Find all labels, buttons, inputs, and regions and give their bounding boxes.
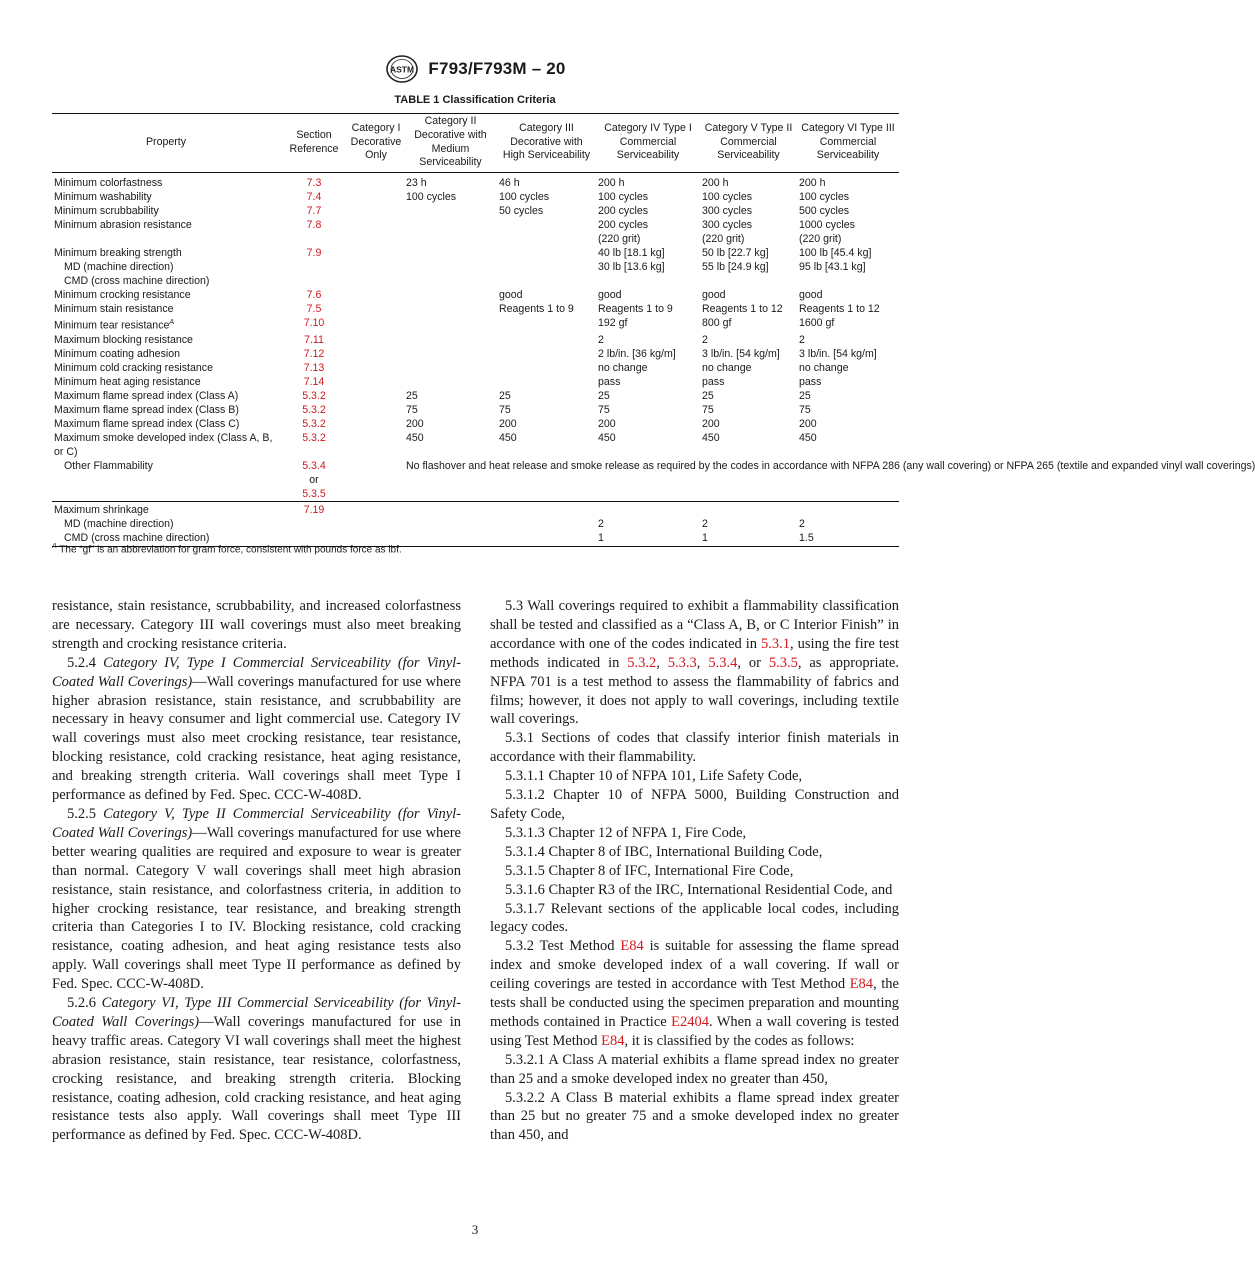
cell-c3	[497, 375, 596, 389]
cell-property: Minimum coating adhesion	[54, 347, 181, 360]
cell-c1	[348, 431, 404, 459]
cell-section-reference	[280, 232, 348, 246]
section-number: 5.2.4	[67, 654, 96, 671]
cell-c5: 200 h	[702, 177, 729, 190]
paragraph-5-3-1-2: 5.3.1.2 Chapter 10 of NFPA 5000, Building Construction and Safety Code,	[490, 787, 899, 822]
link-e84[interactable]: E84	[620, 938, 644, 955]
link-5-3-5[interactable]: 5.3.5	[768, 654, 798, 671]
cell-section-reference[interactable]: 7.10	[303, 317, 325, 330]
paragraph-5-3-1-7: 5.3.1.7 Relevant sections of the applicable local codes, including legacy codes.	[490, 900, 899, 936]
cell-c3	[497, 347, 596, 361]
cell-c3	[497, 361, 596, 375]
property-label: Minimum tear resistance	[54, 319, 170, 332]
cell-c1	[348, 204, 404, 218]
cell-c6: 450	[799, 431, 817, 444]
cell-property: Minimum abrasion resistance	[54, 219, 192, 232]
cell-c6: 500 cycles	[799, 205, 850, 218]
paragraph-5-2-4	[52, 654, 461, 805]
cell-c4	[596, 274, 700, 288]
cell-c5: 25	[702, 389, 714, 402]
cell-c6: 200	[799, 417, 817, 430]
footnote-reference: A	[169, 319, 175, 327]
cell-c1	[348, 403, 404, 417]
cell-c4: (220 grit)	[598, 233, 641, 246]
cell-property: Minimum heat aging resistance	[54, 375, 201, 388]
reference-separator: or	[309, 473, 319, 486]
cell-c4: 2	[598, 517, 604, 530]
cell-section-reference[interactable]: 7.5	[306, 303, 322, 316]
document-id: F793/F793M – 20	[428, 59, 566, 78]
cell-c3: 100 cycles	[499, 191, 550, 204]
cell-c2	[404, 333, 497, 347]
text-run: , the tests shall be conducted using the specimen preparation and mounting methods contained in Practice	[490, 976, 899, 1030]
cell-c3: 200	[499, 417, 517, 430]
cell-section-reference	[280, 274, 348, 288]
cell-property: MD (machine direction)	[64, 517, 174, 530]
cell-c2: 25	[406, 389, 418, 402]
paragraph-5-3-2-1: 5.3.2.1 A Class A material exhibits a flame spread index no greater than 25 and a smoke developed index no greater than 450,	[490, 1051, 899, 1087]
cell-c2: 75	[406, 403, 418, 416]
paragraph-5-3-1-4: 5.3.1.4 Chapter 8 of IBC, International Building Code,	[505, 843, 823, 860]
table-row	[52, 389, 899, 403]
table-row	[52, 431, 899, 459]
text-run: , using the fire test methods indicated in	[490, 635, 899, 671]
cell-section-reference[interactable]: 7.8	[306, 219, 322, 232]
cell-c6: 95 lb [43.1 kg]	[799, 261, 866, 274]
cell-c1	[348, 361, 404, 375]
text-run: 5.3.2 Test Method	[505, 938, 621, 955]
cell-property: CMD (cross machine direction)	[64, 275, 210, 288]
astm-logo-text: ASTM	[390, 64, 415, 75]
cell-c2	[404, 246, 497, 260]
cell-c4: 100 cycles	[598, 191, 649, 204]
cell-empty	[348, 501, 404, 517]
cell-c4: 30 lb [13.6 kg]	[598, 261, 665, 274]
table-row	[52, 190, 899, 204]
cell-c2: 100 cycles	[406, 191, 457, 204]
cell-c6: 1600 gf	[799, 317, 835, 330]
cell-c6: 100 cycles	[799, 191, 850, 204]
text-run: . When a wall covering is tested using Test Method	[490, 1013, 899, 1049]
cell-c5: pass	[702, 375, 725, 388]
cell-c6: 1.5	[799, 531, 814, 544]
table-row	[52, 347, 899, 361]
cell-c4: 200 cycles	[598, 205, 649, 218]
table-row	[52, 260, 899, 274]
cell-c2	[404, 288, 497, 302]
section-number: 5.2.5	[67, 805, 96, 822]
cell-c6: 25	[799, 389, 811, 402]
table-body-shrinkage	[52, 501, 899, 546]
cell-c3: 450	[499, 431, 517, 444]
cell-c3	[497, 333, 596, 347]
table-row	[52, 204, 899, 218]
cell-section-reference[interactable]	[280, 459, 348, 502]
cell-property: Maximum flame spread index (Class A)	[54, 389, 239, 402]
cell-c5: 100 cycles	[702, 191, 753, 204]
cell-c2	[404, 232, 497, 246]
cell-c2	[404, 361, 497, 375]
cell-c1	[348, 260, 404, 274]
cell-section-reference[interactable]: 5.3.2	[302, 403, 326, 416]
cell-c4	[596, 501, 700, 517]
paragraph-5-3-1-1: 5.3.1.1 Chapter 10 of NFPA 101, Life Safety Code,	[505, 768, 803, 785]
cell-c5: 55 lb [24.9 kg]	[702, 261, 769, 274]
section-body: —Wall coverings manufactured for use where higher abrasion resistance, stain resistance, and scrubbability are necessary in heavy consumer and light commercial use. Category IV wall coverings must also meet crocking resistance, tear resistance, blocking resistance, cold cracking resistance, heat aging resistance, and breaking strength criteria. Wall coverings shall meet Type I performance as defined by Fed. Spec. CCC-W-408D.	[52, 673, 461, 804]
cell-section-reference[interactable]: 7.12	[303, 347, 325, 360]
cell-c5: 2	[702, 517, 708, 530]
cell-c4: 2 lb/in. [36 kg/m]	[598, 347, 676, 360]
cell-c1	[348, 389, 404, 403]
cell-c6	[797, 501, 899, 517]
link-5-3-2[interactable]: 5.3.2	[627, 654, 657, 671]
cell-c2	[404, 218, 497, 232]
cell-empty	[404, 517, 497, 531]
right-text-column	[490, 597, 899, 1145]
cell-c3	[497, 316, 596, 333]
table-row	[52, 403, 899, 417]
cell-c1	[348, 347, 404, 361]
cell-c1	[348, 288, 404, 302]
cell-c5: 50 lb [22.7 kg]	[702, 247, 769, 260]
paragraph-5-3-1-6: 5.3.1.6 Chapter R3 of the IRC, International Residential Code, and	[505, 881, 893, 898]
text-run: 5.3 Wall coverings required to exhibit a flammability classification shall be tested and classified as a “Class A, B, or C Interior Finish” in accordance with one of the codes indicated in	[490, 598, 899, 652]
column-header-section-reference: Section Reference	[289, 128, 339, 155]
reference-link[interactable]: 5.3.5	[302, 487, 326, 500]
cell-property: Minimum scrubbability	[54, 205, 159, 218]
cell-c5: no change	[702, 361, 752, 374]
cell-property: Maximum shrinkage	[54, 503, 149, 516]
table-row	[52, 302, 899, 316]
table-row	[52, 232, 899, 246]
cell-c5: 200	[702, 417, 720, 430]
cell-c5: 300 cycles	[702, 219, 753, 232]
cell-section-reference[interactable]: 5.3.2	[302, 417, 326, 430]
cell-c5: 2	[702, 333, 708, 346]
cell-c1	[348, 232, 404, 246]
table-row	[52, 361, 899, 375]
paragraph-5-2-6	[52, 994, 461, 1145]
cell-property: Minimum washability	[54, 191, 152, 204]
cell-section-reference[interactable]: 7.9	[306, 247, 322, 260]
table-row	[52, 316, 899, 333]
cell-c1	[348, 375, 404, 389]
cell-property: Maximum smoke developed index (Class A, B, or C)	[54, 431, 273, 458]
cell-c5	[700, 274, 797, 288]
paragraph-5-2-5	[52, 805, 461, 994]
cell-c6: no change	[799, 361, 849, 374]
cell-section-reference[interactable]: 7.11	[304, 333, 324, 346]
cell-property: Minimum cold cracking resistance	[54, 361, 213, 374]
text-run: ,	[696, 654, 709, 671]
page-number: 3	[471, 1222, 479, 1237]
cell-section-reference	[280, 517, 348, 531]
cell-c2	[404, 375, 497, 389]
cell-c1	[348, 246, 404, 260]
cell-property: Minimum crocking resistance	[54, 289, 191, 302]
cell-c1	[348, 459, 404, 502]
cell-c5	[700, 501, 797, 517]
cell-c3: good	[499, 289, 523, 302]
cell-section-reference[interactable]: 5.3.2	[302, 431, 326, 444]
text-run: ,	[656, 654, 668, 671]
cell-c4: 1	[598, 531, 604, 544]
cell-c2	[404, 274, 497, 288]
cell-c6: 200 h	[799, 177, 826, 190]
cell-c5: (220 grit)	[702, 233, 745, 246]
cell-section-reference[interactable]: 7.3	[306, 177, 322, 190]
column-header-category-4: Category IV Type I Commercial Serviceability	[604, 121, 692, 162]
table-row	[52, 333, 899, 347]
column-header-category-3: Category III Decorative with High Serviceability	[502, 121, 591, 162]
section-number: 5.2.6	[67, 995, 96, 1012]
cell-c6: 2	[799, 333, 805, 346]
cell-c2	[404, 204, 497, 218]
column-header-category-2: Category II Decorative with Medium Serviceability	[414, 115, 487, 169]
section-title: Category IV, Type I Commercial Serviceability (for Vinyl-Coated Wall Coverings)	[52, 654, 462, 690]
link-e2404[interactable]: E2404	[671, 1013, 709, 1030]
left-text-column	[52, 597, 461, 1145]
cell-property: Maximum blocking resistance	[54, 333, 193, 346]
link-e84[interactable]: E84	[601, 1032, 625, 1049]
cell-c1	[348, 274, 404, 288]
link-5-3-4[interactable]: 5.3.4	[708, 654, 738, 671]
table-row	[52, 417, 899, 431]
cell-c4: 192 gf	[598, 317, 628, 330]
table-row	[52, 274, 899, 288]
cell-c4: 200	[598, 417, 616, 430]
cell-c4: no change	[598, 361, 648, 374]
text-run: is suitable for assessing the flame spread index and smoke developed index of a wall covering. If wall or ceiling coverings are tested in accordance with Test Method	[490, 938, 899, 993]
cell-c6: pass	[799, 375, 822, 388]
cell-c2: 450	[406, 431, 424, 444]
cell-property	[52, 232, 280, 246]
table-header-row	[52, 114, 899, 173]
paragraph-5-3-1: 5.3.1 Sections of codes that classify interior finish materials in accordance with their flammability.	[490, 730, 899, 766]
cell-c2	[404, 260, 497, 274]
cell-section-reference[interactable]: 7.6	[306, 289, 322, 302]
paragraph-5-3-1-3: 5.3.1.3 Chapter 12 of NFPA 1, Fire Code,	[505, 824, 747, 841]
table-row	[52, 501, 899, 517]
cell-property: Maximum flame spread index (Class C)	[54, 417, 240, 430]
column-header-category-5: Category V Type II Commercial Serviceability	[704, 121, 793, 162]
paragraph-5-3-2-2: 5.3.2.2 A Class B material exhibits a flame spread index greater than 25 but no greater 75 and a smoke developed index no greater than 450, and	[490, 1089, 899, 1144]
table-row	[52, 246, 899, 260]
cell-empty	[497, 501, 596, 517]
table-row	[52, 375, 899, 389]
table-row	[52, 288, 899, 302]
column-header-property: Property	[145, 135, 187, 148]
paragraph-continuation: resistance, stain resistance, scrubbability, and increased colorfastness are necessary. Category III wall coverings must also meet breaking strength and crocking resistance criteria.	[52, 598, 461, 652]
paragraph-5-3	[490, 597, 899, 729]
link-e84[interactable]: E84	[849, 976, 874, 993]
cell-section-reference[interactable]: 7.14	[303, 375, 325, 388]
cell-c6: 3 lb/in. [54 kg/m]	[799, 347, 877, 360]
link-5-3-3[interactable]: 5.3.3	[667, 654, 697, 671]
cell-c4: 75	[598, 403, 610, 416]
cell-c2: 23 h	[406, 177, 427, 190]
cell-c4: pass	[598, 375, 621, 388]
cell-c2	[404, 347, 497, 361]
cell-c2: 200	[406, 417, 424, 430]
table-title: TABLE 1 Classification Criteria	[394, 94, 556, 106]
cell-section-reference[interactable]: 7.7	[306, 205, 322, 218]
cell-property: Minimum colorfastness	[54, 177, 163, 190]
cell-c6: good	[799, 289, 823, 302]
footnote-text: The “gf” is an abbreviation for gram force, consistent with pounds force as lbf.	[59, 544, 402, 556]
paragraph-5-3-1-5: 5.3.1.5 Chapter 8 of IFC, International Fire Code,	[505, 862, 794, 879]
cell-property: MD (machine direction)	[64, 261, 174, 274]
cell-c1	[348, 333, 404, 347]
cell-property: Other Flammability	[64, 459, 153, 472]
cell-c3: 50 cycles	[499, 205, 544, 218]
cell-property: CMD (cross machine direction)	[64, 531, 210, 544]
cell-c1	[348, 316, 404, 333]
cell-c2	[404, 316, 497, 333]
cell-property: Maximum flame spread index (Class B)	[54, 403, 239, 416]
cell-c2	[404, 302, 497, 316]
cell-c5: 1	[702, 531, 708, 544]
cell-c6: 75	[799, 403, 811, 416]
cell-c1	[348, 302, 404, 316]
cell-c4: 2	[598, 333, 604, 346]
cell-c5: Reagents 1 to 12	[702, 303, 783, 316]
cell-c1	[348, 190, 404, 204]
cell-c4: good	[598, 289, 622, 302]
cell-c6: 2	[799, 517, 805, 530]
cell-flammability-note: No flashover and heat release and smoke release as required by the codes in accordance with NFPA 286 (any wall covering) or NFPA 265 (textile and expanded vinyl wall coverings)	[406, 459, 1255, 472]
cell-c4: 200 cycles	[598, 219, 649, 232]
cell-empty	[497, 531, 596, 547]
cell-c5: 3 lb/in. [54 kg/m]	[702, 347, 780, 360]
table-row	[52, 517, 899, 531]
astm-logo-icon	[384, 54, 420, 84]
cell-c6	[797, 274, 899, 288]
cell-property: Minimum breaking strength	[54, 247, 182, 260]
table-row	[52, 218, 899, 232]
cell-c3: 25	[499, 389, 511, 402]
section-title: Category VI, Type III Commercial Serviceability (for Vinyl-Coated Wall Coverings)	[52, 995, 462, 1030]
cell-section-reference[interactable]: 7.4	[306, 191, 322, 204]
cell-c5: good	[702, 289, 726, 302]
cell-c5: 800 gf	[702, 317, 732, 330]
cell-property	[52, 316, 280, 333]
cell-c5: 450	[702, 431, 720, 444]
text-run: , as appropriate. NFPA 701 is a test method to assess the flammability of fabrics and films; however, it does not apply to wall coverings, including textile wall coverings.	[490, 654, 899, 728]
paragraph-5-3-2	[490, 937, 899, 1050]
cell-c4: Reagents 1 to 9	[598, 303, 673, 316]
text-run: , or	[737, 654, 769, 671]
table-footnote	[52, 543, 402, 555]
cell-section-reference	[280, 260, 348, 274]
table-row	[52, 173, 899, 191]
section-title: Category V, Type II Commercial Serviceability (for Vinyl-Coated Wall Coverings)	[52, 805, 462, 841]
cell-section-reference[interactable]: 5.3.2	[302, 389, 326, 402]
cell-c3	[497, 218, 596, 232]
table-row-other-flammability	[52, 459, 899, 502]
cell-c6: Reagents 1 to 12	[799, 303, 880, 316]
cell-empty	[404, 531, 497, 547]
cell-c4: 40 lb [18.1 kg]	[598, 247, 665, 260]
cell-c5: 300 cycles	[702, 205, 753, 218]
cell-c1	[348, 417, 404, 431]
cell-c1	[348, 218, 404, 232]
cell-c1	[348, 173, 404, 191]
cell-section-reference[interactable]: 7.19	[303, 503, 325, 516]
cell-c3: 75	[499, 403, 511, 416]
cell-empty	[404, 501, 497, 517]
document-header	[0, 52, 950, 86]
cell-c3: Reagents 1 to 9	[499, 303, 574, 316]
cell-c3	[497, 260, 596, 274]
cell-property: Minimum stain resistance	[54, 303, 174, 316]
column-header-category-6: Category VI Type III Commercial Serviceability	[801, 121, 895, 162]
cell-c3	[497, 232, 596, 246]
classification-table	[52, 113, 1255, 547]
cell-empty	[348, 517, 404, 531]
cell-empty	[497, 517, 596, 531]
cell-c5: 75	[702, 403, 714, 416]
cell-c6: (220 grit)	[799, 233, 842, 246]
cell-c6: 1000 cycles	[799, 219, 855, 232]
section-body: —Wall coverings manufactured for use where better wearing qualities are required and exposure to wear is greater than normal. Category V wall coverings shall meet high abrasion resistance, stain resistance, and colorfastness criteria, in addition to higher crocking resistance, tear resistance, and breaking strength criteria than Categories I to IV. Blocking resistance, cold cracking resistance, coating adhesion, and heat aging resistance tests also apply. Wall coverings shall meet Type II performance as defined by Fed. Spec. CCC-W-408D.	[52, 824, 461, 993]
reference-link[interactable]: 5.3.4	[302, 459, 326, 472]
cell-c4: 200 h	[598, 177, 625, 190]
footnote-mark: A	[52, 543, 57, 550]
cell-c4: 450	[598, 431, 616, 444]
cell-c3	[497, 246, 596, 260]
section-body: —Wall coverings manufactured for use in heavy traffic areas. Category VI wall coverings shall meet the highest abrasion resistance, stain resistance, tear resistance, colorfastness, crocking resistance, and breaking strength criteria. Blocking resistance, coating adhesion, cold cracking resistance, and heat aging resistance tests also apply. Wall coverings shall meet Type III performance as defined by Fed. Spec. CCC-W-408D.	[52, 1013, 461, 1144]
link-5-3-1[interactable]: 5.3.1	[761, 635, 791, 652]
table-body	[52, 173, 1255, 502]
cell-c4: 25	[598, 389, 610, 402]
cell-c6: 100 lb [45.4 kg]	[799, 247, 872, 260]
column-header-category-1: Category I Decorative Only	[350, 121, 402, 162]
text-run: , it is classified by the codes as follows:	[624, 1032, 855, 1049]
cell-c3: 46 h	[499, 177, 520, 190]
cell-section-reference[interactable]: 7.13	[303, 361, 325, 374]
cell-c3	[497, 274, 596, 288]
